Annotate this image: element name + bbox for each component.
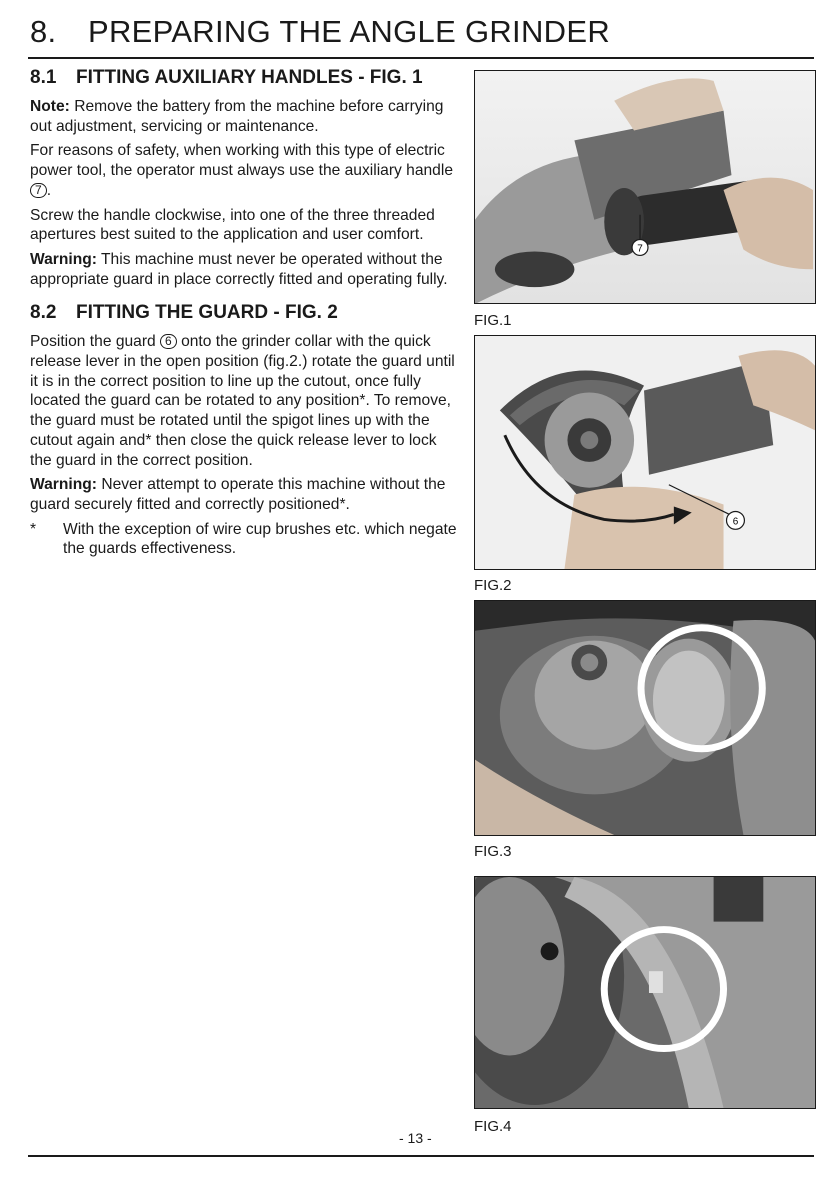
figure-3-label: FIG.3 [474, 843, 512, 860]
fig2-callout: 6 [732, 516, 739, 528]
figure-1-label: FIG.1 [474, 312, 512, 329]
warning-label-2: Warning: [30, 476, 97, 494]
section-8-2-title: FITTING THE GUARD - FIG. 2 [76, 302, 338, 324]
figure-2-label: FIG.2 [474, 577, 512, 594]
guard-text: onto the grinder collar with the quick release lever in the open position (fig.2.) rotate the guard until it is in the correct position to line up the cutout, once fully located the guard can be rotated to any position*. To remove, the guard must be rotated until the spigot lines up with the cutout again and* then close the quick release lever to lock the guard in the correct position. [30, 333, 455, 469]
section-8-1-title: FITTING AUXILIARY HANDLES - FIG. 1 [76, 67, 423, 88]
section-8-2-number: 8.2 [30, 302, 57, 324]
warning-paragraph-2 [30, 475, 458, 514]
figure-1-photo [474, 70, 816, 304]
section-8-1-heading [30, 66, 458, 89]
section-8-1-number: 8.1 [30, 67, 57, 88]
section-8-2-heading [30, 301, 458, 324]
guard-text-start: Position the guard [30, 333, 161, 351]
page-title [30, 14, 610, 50]
figure-4-photo [474, 876, 816, 1109]
callout-7: 7 [30, 183, 47, 198]
note-label: Note: [30, 98, 70, 115]
handle-paragraph: Screw the handle clockwise, into one of the three threaded apertures best suited to the application and user comfort. [30, 206, 435, 244]
note-paragraph [30, 97, 458, 136]
callout-6: 6 [160, 334, 177, 349]
warning-text-2: Never attempt to operate this machine without the guard securely fitted and correctly positioned*. [30, 476, 446, 513]
footnote [30, 520, 458, 559]
bottom-rule [28, 1155, 814, 1157]
text-column [30, 66, 458, 559]
fig1-callout: 7 [637, 243, 643, 255]
note-text: Remove the battery from the machine before carrying out adjustment, servicing or maintenance. [30, 98, 444, 135]
safety-text: For reasons of safety, when working with this type of electric power tool, the operator must always use the auxiliary handle [30, 142, 453, 180]
guard-paragraph [30, 332, 458, 470]
figure-2-photo [474, 335, 816, 570]
figure-3-photo [474, 600, 816, 836]
title-text: PREPARING THE ANGLE GRINDER [88, 14, 611, 49]
safety-paragraph [30, 141, 458, 200]
figure-4-label: FIG.4 [474, 1118, 512, 1135]
warning-text-1: This machine must never be operated without the appropriate guard in place correctly fitted and operating fully. [30, 250, 448, 288]
section-number: 8. [30, 14, 57, 49]
footnote-mark: * [30, 520, 37, 538]
safety-end: . [46, 181, 52, 199]
page-number: - 13 - [399, 1130, 432, 1146]
footnote-text: With the exception of wire cup brushes etc. which negate the guards effectiveness. [63, 520, 457, 558]
warning-paragraph-1 [30, 250, 458, 289]
title-rule [28, 57, 814, 59]
warning-label-1: Warning: [30, 250, 97, 268]
